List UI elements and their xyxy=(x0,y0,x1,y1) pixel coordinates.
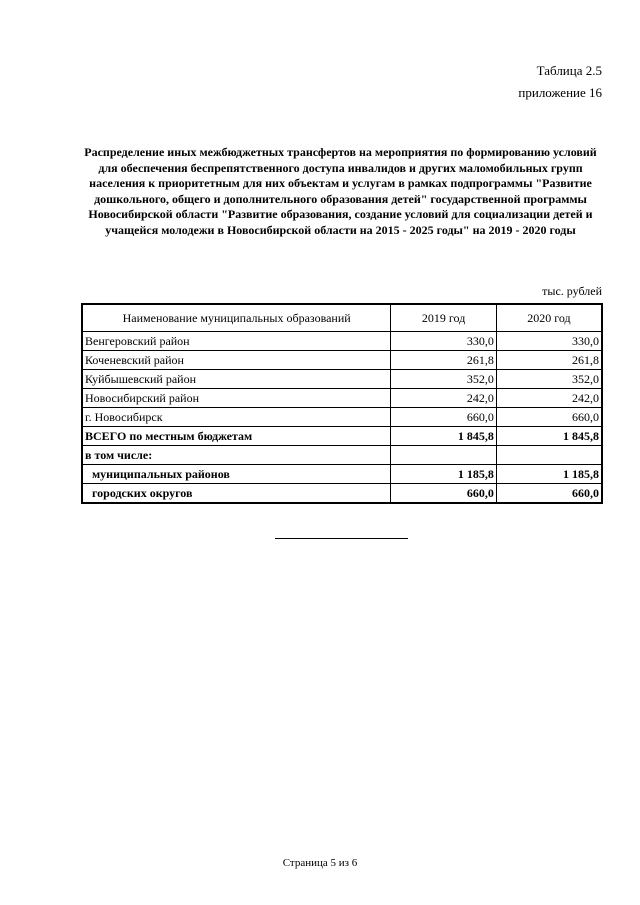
row-value-2020: 660,0 xyxy=(496,408,602,427)
table-row xyxy=(82,389,602,408)
row-value-2019: 242,0 xyxy=(391,389,497,408)
municipal-districts-value-2019: 1 185,8 xyxy=(391,465,497,484)
row-value-2020: 261,8 xyxy=(496,351,602,370)
row-value-2020: 242,0 xyxy=(496,389,602,408)
including-row xyxy=(82,446,602,465)
units-label: тыс. рублей xyxy=(542,284,602,298)
table-row xyxy=(82,351,602,370)
municipal-districts-value-2020: 1 185,8 xyxy=(496,465,602,484)
total-value-2020: 1 845,8 xyxy=(496,427,602,446)
separator-line xyxy=(275,538,408,539)
row-value-2019: 330,0 xyxy=(391,332,497,351)
row-name: Венгеровский район xyxy=(82,332,391,351)
row-name: Новосибирский район xyxy=(82,389,391,408)
row-value-2020: 352,0 xyxy=(496,370,602,389)
total-value-2019: 1 845,8 xyxy=(391,427,497,446)
table-header-row xyxy=(82,304,602,332)
row-value-2019: 352,0 xyxy=(391,370,497,389)
table-row xyxy=(82,408,602,427)
row-value-2020: 330,0 xyxy=(496,332,602,351)
column-header-2019: 2019 год xyxy=(391,304,497,332)
column-header-name: Наименование муниципальных образований xyxy=(82,304,391,332)
urban-districts-value-2020: 660,0 xyxy=(496,484,602,504)
including-label: в том числе: xyxy=(82,446,391,465)
municipal-districts-row xyxy=(82,465,602,484)
total-name: ВСЕГО по местным бюджетам xyxy=(82,427,391,446)
row-name: г. Новосибирск xyxy=(82,408,391,427)
row-name: Куйбышевский район xyxy=(82,370,391,389)
urban-districts-name: городских округов xyxy=(82,484,391,504)
row-value-2019: 660,0 xyxy=(391,408,497,427)
empty-cell xyxy=(391,446,497,465)
empty-cell xyxy=(496,446,602,465)
table-row xyxy=(82,332,602,351)
transfers-table xyxy=(81,303,603,504)
page-footer: Страница 5 из 6 xyxy=(282,857,358,869)
row-value-2019: 261,8 xyxy=(391,351,497,370)
row-name: Коченевский район xyxy=(82,351,391,370)
table-label: Таблица 2.5 xyxy=(536,63,602,78)
column-header-2020: 2020 год xyxy=(496,304,602,332)
document-title: Распределение иных межбюджетных трансфертов на мероприятия по формированию условий для обеспечения беспрепятственного доступа инвалидов и других маломобильных групп населения к приоритетным для них объектам и услугам в рамках подпрограммы "Развитие дошкольного, общего и дополнительного образования детей" государственной программы Новосибирской области "Развитие образования, создание условий для социализации детей и учащейся молодежи в Новосибирской области на 2015 - 2025 годы" на 2019 - 2020 годы xyxy=(84,145,597,237)
total-row xyxy=(82,427,602,446)
table-row xyxy=(82,370,602,389)
municipal-districts-name: муниципальных районов xyxy=(82,465,391,484)
urban-districts-value-2019: 660,0 xyxy=(391,484,497,504)
appendix-label: приложение 16 xyxy=(518,85,602,100)
urban-districts-row xyxy=(82,484,602,504)
